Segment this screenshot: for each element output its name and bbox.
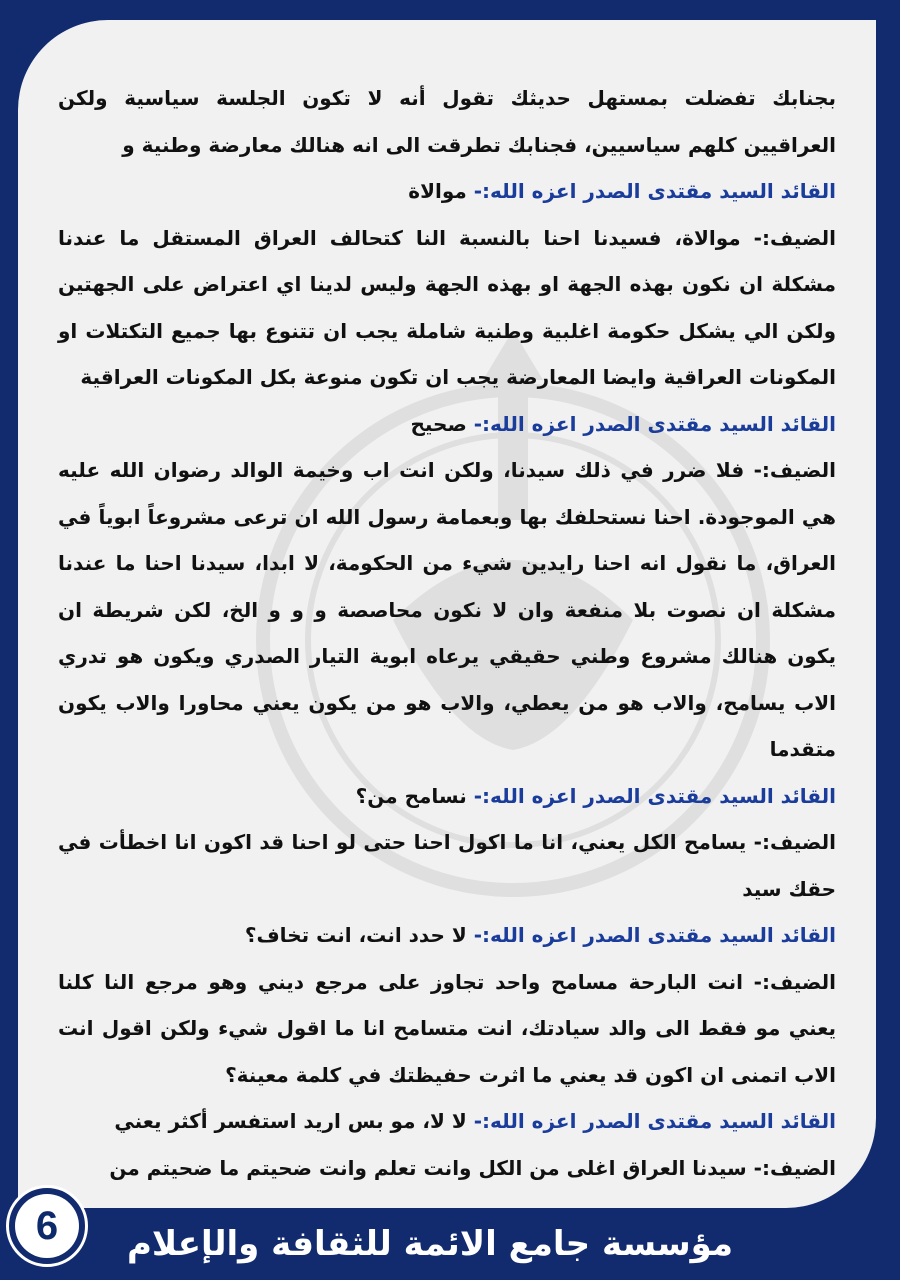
page-number: 6 <box>15 1194 79 1258</box>
interview-transcript <box>58 75 836 1191</box>
paragraph-text: الضيف:- انت البارحة مسامح واحد تجاوز على مرجع ديني وهو مرجع النا كلنا يعني مو فقط الى والد سيادتك، انت متسامح انا ما اقول شيء ولكن اقول انت الاب اتمنى ان اكون قد يعني ما اثرت حفيظتك في كلمة معينة؟ <box>58 969 836 1087</box>
page-number-badge <box>6 1185 88 1267</box>
transcript-paragraph <box>58 1098 836 1145</box>
footer-bar <box>0 1208 900 1280</box>
document-page <box>18 20 876 1208</box>
transcript-paragraph <box>58 1145 836 1192</box>
publisher-title: مؤسسة جامع الائمة للثقافة والإعلام <box>127 1224 733 1264</box>
transcript-paragraph <box>58 75 836 168</box>
transcript-paragraph <box>58 959 836 1099</box>
paragraph-text: الضيف:- يسامح الكل يعني، انا ما اكول احنا حتى لو احنا قد اكون انا اخطأت في حقك سيد <box>58 830 836 901</box>
paragraph-text: صحيح <box>410 411 474 436</box>
paragraph-text: الضيف:- سيدنا العراق اغلى من الكل وانت تعلم وانت ضحيتم ما ضحيتم من <box>109 1155 836 1180</box>
transcript-paragraph <box>58 168 836 215</box>
speaker-label: القائد السيد مقتدى الصدر اعزه الله:- <box>473 783 836 808</box>
paragraph-text: الضيف:- موالاة، فسيدنا احنا بالنسبة النا كتحالف العراق المستقل ما عندنا مشكلة ان نكون بهذه الجهة او بهذه الجهة وليس لدينا اي اعتراض على الجهتين ولكن الي يشكل حكومة اغلبية وطنية شاملة يجب ان تتنوع بها جميع التكتلات او المكونات العراقية وايضا المعارضة يجب ان تكون منوعة بكل المكونات العراقية <box>58 225 836 389</box>
transcript-paragraph <box>58 447 836 773</box>
transcript-paragraph <box>58 401 836 448</box>
speaker-label: القائد السيد مقتدى الصدر اعزه الله:- <box>473 923 836 947</box>
paragraph-text: نسامح من؟ <box>355 783 474 808</box>
speaker-label: القائد السيد مقتدى الصدر اعزه الله:- <box>473 1109 836 1133</box>
transcript-paragraph <box>58 215 836 401</box>
paragraph-text: لا لا، مو بس اريد استفسر أكثر يعني <box>114 1109 474 1133</box>
speaker-label: القائد السيد مقتدى الصدر اعزه الله:- <box>473 411 836 436</box>
transcript-paragraph <box>58 912 836 959</box>
speaker-label: القائد السيد مقتدى الصدر اعزه الله:- <box>473 179 836 203</box>
paragraph-text: الضيف:- فلا ضرر في ذلك سيدنا، ولكن انت اب وخيمة الوالد رضوان الله عليه هي الموجودة. احنا نستحلفك بها وبعمامة رسول الله ان ترعى مشروعاً ابوياً في العراق، ما نقول انه احنا رايدين شيء من الحكومة، لا ابدا، سيدنا احنا ما عندنا مشكلة ان نصوت بلا منفعة وان لا نكون محاصصة و و و الخ، لكن شريطة ان يكون هنالك مشروع وطني حقيقي يرعاه ابوية التيار الصدري ويكون هو تدري الاب يسامح، والاب هو من يعطي، والاب هو من يكون يعني محاورا والاب يكون متقدما <box>58 458 836 761</box>
transcript-paragraph <box>58 819 836 912</box>
paragraph-text: موالاة <box>408 179 474 203</box>
paragraph-text: بجنابك تفضلت بمستهل حديثك تقول أنه لا تكون الجلسة سياسية ولكن العراقيين كلهم سياسيين، فجنابك تطرقت الى انه هنالك معارضة وطنية و <box>58 86 836 157</box>
paragraph-text: لا حدد انت، انت تخاف؟ <box>244 923 474 947</box>
transcript-paragraph <box>58 773 836 820</box>
